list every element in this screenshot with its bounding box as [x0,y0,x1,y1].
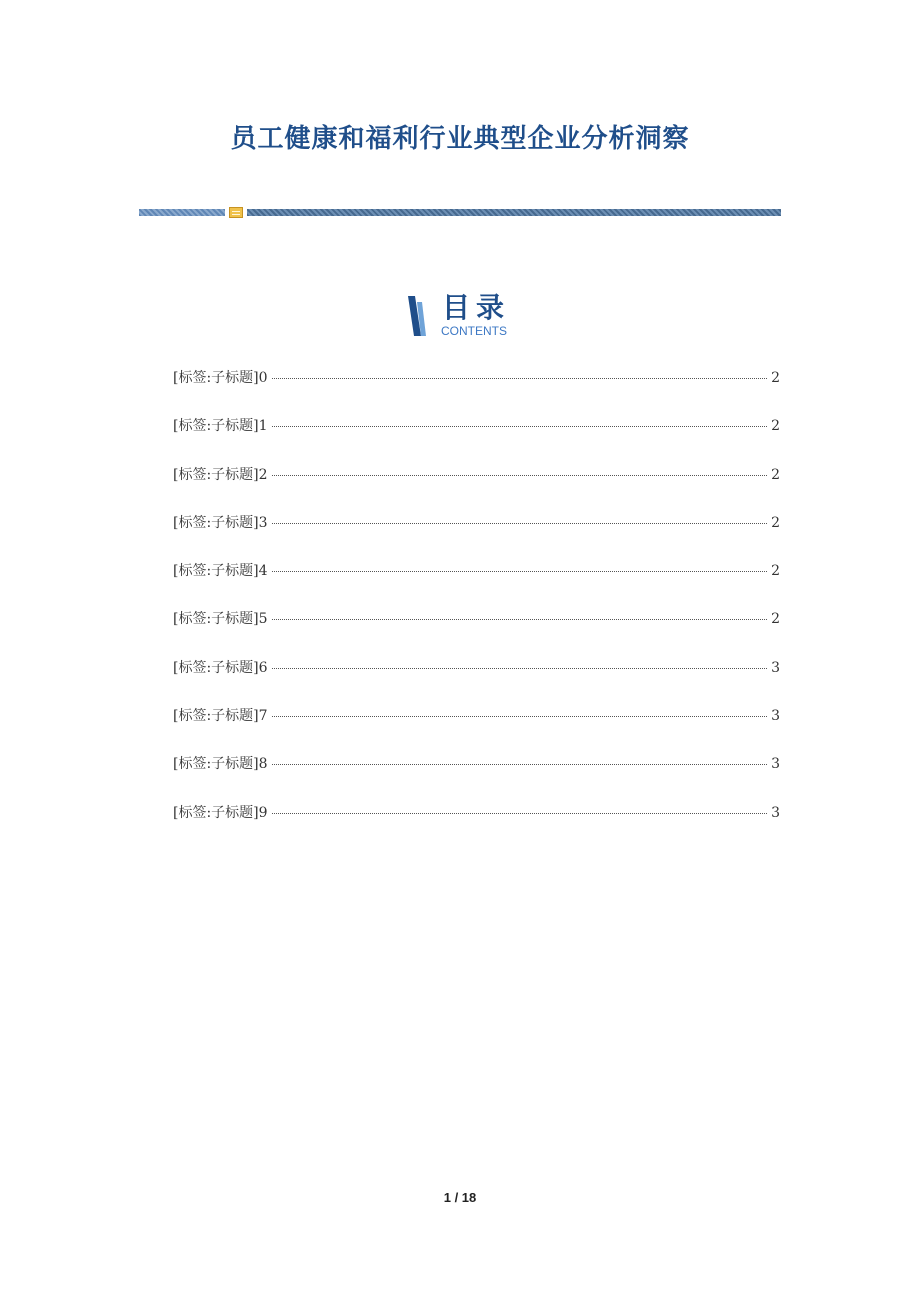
toc-entry[interactable] [173,657,780,705]
toc-entry-page: 2 [771,370,780,386]
toc-entry-page: 2 [771,418,780,435]
toc-leader-dots [272,378,768,379]
toc-leader-dots [272,813,768,814]
toc-entry-page: 3 [771,659,780,676]
toc-entry[interactable] [173,367,780,415]
toc-list [173,367,780,850]
toc-entry[interactable] [173,512,780,560]
toc-leader-dots [272,571,768,572]
contents-stripe-icon [408,296,426,336]
toc-entry-page: 3 [771,804,780,821]
toc-entry-label: [标签:子标题]7 [173,708,268,725]
toc-entry-label: [标签:子标题]0 [173,370,268,386]
toc-subtitle: CONTENTS [441,324,507,338]
toc-entry-page: 2 [771,563,780,580]
toc-entry-page: 3 [771,756,780,773]
toc-title: 目录 [442,291,511,324]
document-badge-icon [229,207,243,218]
toc-entry-label: [标签:子标题]5 [173,611,268,628]
toc-entry-label: [标签:子标题]9 [173,804,268,821]
toc-entry-label: [标签:子标题]6 [173,659,268,676]
toc-leader-dots [272,716,768,717]
divider-bar-left [139,209,225,216]
title-divider [139,206,781,220]
toc-entry-page: 3 [771,708,780,725]
toc-leader-dots [272,523,768,524]
toc-entry-label: [标签:子标题]8 [173,756,268,773]
toc-entry-label: [标签:子标题]1 [173,418,268,435]
toc-entry-label: [标签:子标题]4 [173,563,268,580]
toc-entry-label: [标签:子标题]2 [173,466,268,483]
toc-entry-label: [标签:子标题]3 [173,514,268,531]
toc-leader-dots [272,475,768,476]
toc-leader-dots [272,426,768,427]
toc-entry[interactable] [173,705,780,753]
toc-leader-dots [272,764,768,765]
toc-entry[interactable] [173,415,780,463]
toc-heading [408,292,528,342]
divider-bar-right [247,209,781,216]
toc-entry-page: 2 [771,466,780,483]
toc-entry-page: 2 [771,514,780,531]
toc-entry[interactable] [173,608,780,656]
toc-entry-page: 2 [771,611,780,628]
toc-entry[interactable] [173,802,780,850]
toc-leader-dots [272,619,768,620]
toc-entry[interactable] [173,753,780,801]
document-title: 员工健康和福利行业典型企业分析洞察 [230,124,690,154]
toc-entry[interactable] [173,560,780,608]
toc-entry[interactable] [173,464,780,512]
toc-leader-dots [272,668,768,669]
page-indicator: 1 / 18 [443,1190,477,1205]
